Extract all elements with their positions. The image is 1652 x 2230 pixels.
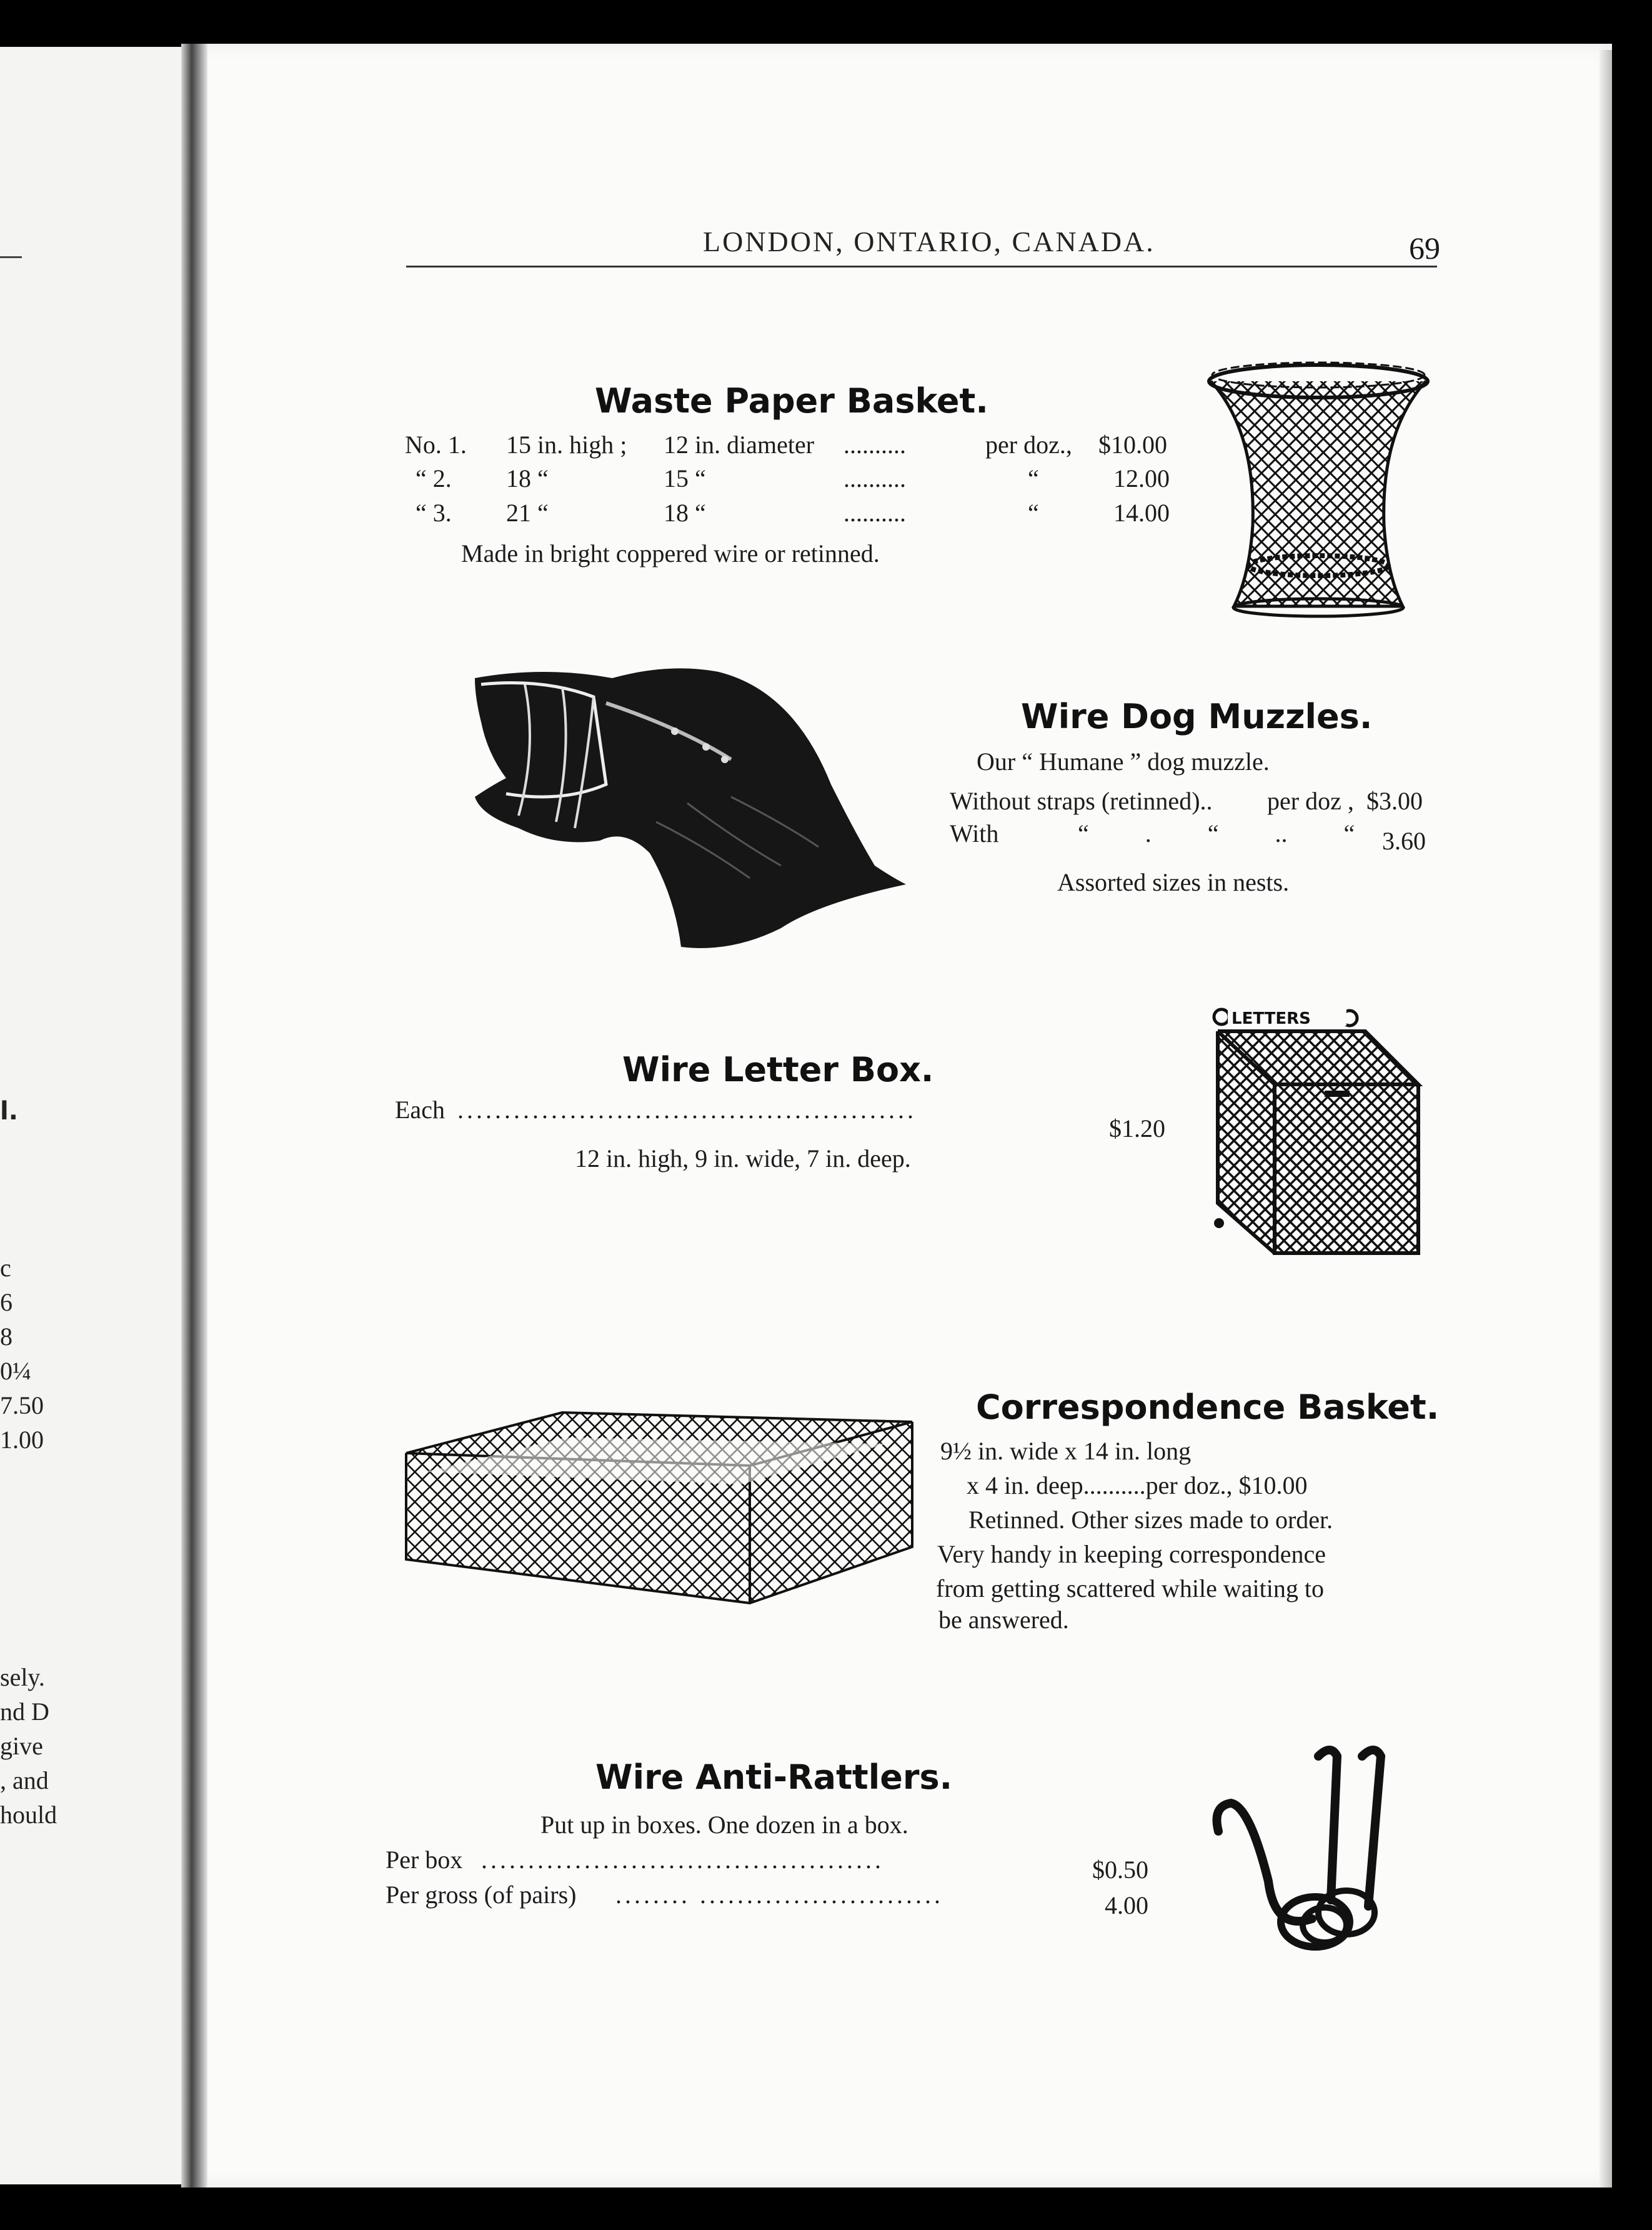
- left-facing-page: [0, 47, 206, 2184]
- waste-row-leader: ..........: [843, 431, 906, 459]
- left-number-fragment: 0¼: [0, 1357, 31, 1385]
- muzzle-with-price: 3.60: [1382, 827, 1426, 855]
- left-text-fragment: , and: [0, 1766, 49, 1794]
- letter-box-illustration: [1209, 1003, 1428, 1266]
- anti-rattlers-box-label: Per box: [386, 1846, 463, 1874]
- waste-row-high: 15 in. high ;: [506, 431, 627, 459]
- waste-row-unit: “: [1028, 499, 1039, 527]
- waste-row-high: 21 “: [506, 499, 549, 527]
- correspondence-line: 9½ in. wide x 14 in. long: [940, 1437, 1192, 1465]
- letter-box-each-label: Each: [395, 1096, 445, 1124]
- waste-row-price: $10.00: [1098, 431, 1167, 459]
- waste-row-leader: ..........: [843, 499, 906, 527]
- waste-row-unit: “: [1028, 464, 1039, 492]
- muzzle-with-ditto: “ . “ .. “: [1078, 819, 1355, 848]
- letter-box-sign: LETTERS: [1232, 1009, 1311, 1028]
- letter-box-each-price: $1.20: [1109, 1114, 1165, 1142]
- waste-row-diam: 18 “: [664, 499, 706, 527]
- waste-row-price: 14.00: [1113, 499, 1170, 527]
- anti-rattlers-gross-leader: ........ ..........................: [615, 1881, 943, 1909]
- page-number: 69: [1409, 231, 1440, 266]
- dog-muzzles-note: Assorted sizes in nests.: [1057, 868, 1290, 896]
- dog-head-illustration: [469, 659, 918, 959]
- anti-rattlers-subtitle: Put up in boxes. One dozen in a box.: [540, 1811, 908, 1839]
- left-page-rule: [0, 256, 22, 258]
- left-heading-fragment: l.: [0, 1097, 18, 1126]
- correspondence-line: x 4 in. deep..........per doz., $10.00: [967, 1471, 1308, 1499]
- left-number-fragment: 7.50: [0, 1391, 44, 1419]
- waste-basket-title: Waste Paper Basket.: [595, 381, 988, 421]
- header-rule: [406, 266, 1437, 268]
- muzzle-without-unit: per doz ,: [1267, 787, 1354, 815]
- left-text-fragment: nd D: [0, 1698, 49, 1726]
- waste-note: Made in bright coppered wire or retinned.: [461, 539, 880, 568]
- anti-rattlers-gross-price: 4.00: [1105, 1891, 1148, 1919]
- muzzle-without-label: Without straps (retinned)..: [950, 787, 1213, 815]
- waste-row-unit: per doz.,: [985, 431, 1072, 459]
- left-text-fragment: give: [0, 1732, 43, 1760]
- left-number-fragment: c: [0, 1254, 11, 1282]
- dog-muzzles-title: Wire Dog Muzzles.: [1021, 697, 1373, 736]
- dog-muzzles-subtitle: Our “ Humane ” dog muzzle.: [977, 748, 1270, 776]
- waste-row-leader: ..........: [843, 464, 906, 492]
- waste-row-no: “ 3.: [415, 499, 452, 527]
- left-text-fragment: hould: [0, 1801, 57, 1829]
- running-head: LONDON, ONTARIO, CANADA.: [703, 226, 1155, 258]
- anti-rattler-illustration: [1206, 1744, 1393, 1962]
- correspondence-line: Very handy in keeping correspondence: [937, 1540, 1326, 1568]
- anti-rattlers-title: Wire Anti-Rattlers.: [595, 1758, 953, 1797]
- anti-rattlers-box-leader: ...........................................: [481, 1846, 884, 1874]
- waste-row-price: 12.00: [1113, 464, 1170, 492]
- left-number-fragment: 6: [0, 1288, 12, 1316]
- waste-row-diam: 12 in. diameter: [664, 431, 815, 459]
- page-edge: [1600, 50, 1612, 2188]
- correspondence-title: Correspondence Basket.: [976, 1388, 1440, 1427]
- letter-box-title: Wire Letter Box.: [622, 1050, 934, 1089]
- waste-row-high: 18 “: [506, 464, 549, 492]
- letter-box-each-leader: .................................................: [457, 1096, 917, 1124]
- letter-box-dims: 12 in. high, 9 in. wide, 7 in. deep.: [575, 1144, 911, 1172]
- waste-row-diam: 15 “: [664, 464, 706, 492]
- muzzle-with-label: With: [950, 819, 999, 848]
- book-spine: [181, 44, 207, 2188]
- correspondence-basket-illustration: [400, 1397, 925, 1616]
- left-number-fragment: 8: [0, 1322, 12, 1351]
- muzzle-without-price: $3.00: [1366, 787, 1423, 815]
- waste-row-no: “ 2.: [415, 464, 452, 492]
- waste-row-no: No. 1.: [405, 431, 467, 459]
- left-text-fragment: sely.: [0, 1663, 45, 1691]
- waste-basket-illustration: [1200, 356, 1437, 619]
- correspondence-line: be answered.: [938, 1606, 1069, 1634]
- anti-rattlers-box-price: $0.50: [1092, 1856, 1148, 1884]
- correspondence-line: Retinned. Other sizes made to order.: [968, 1506, 1333, 1534]
- left-number-fragment: 1.00: [0, 1426, 44, 1454]
- anti-rattlers-gross-label: Per gross (of pairs): [386, 1881, 577, 1909]
- correspondence-line: from getting scattered while waiting to: [936, 1574, 1324, 1602]
